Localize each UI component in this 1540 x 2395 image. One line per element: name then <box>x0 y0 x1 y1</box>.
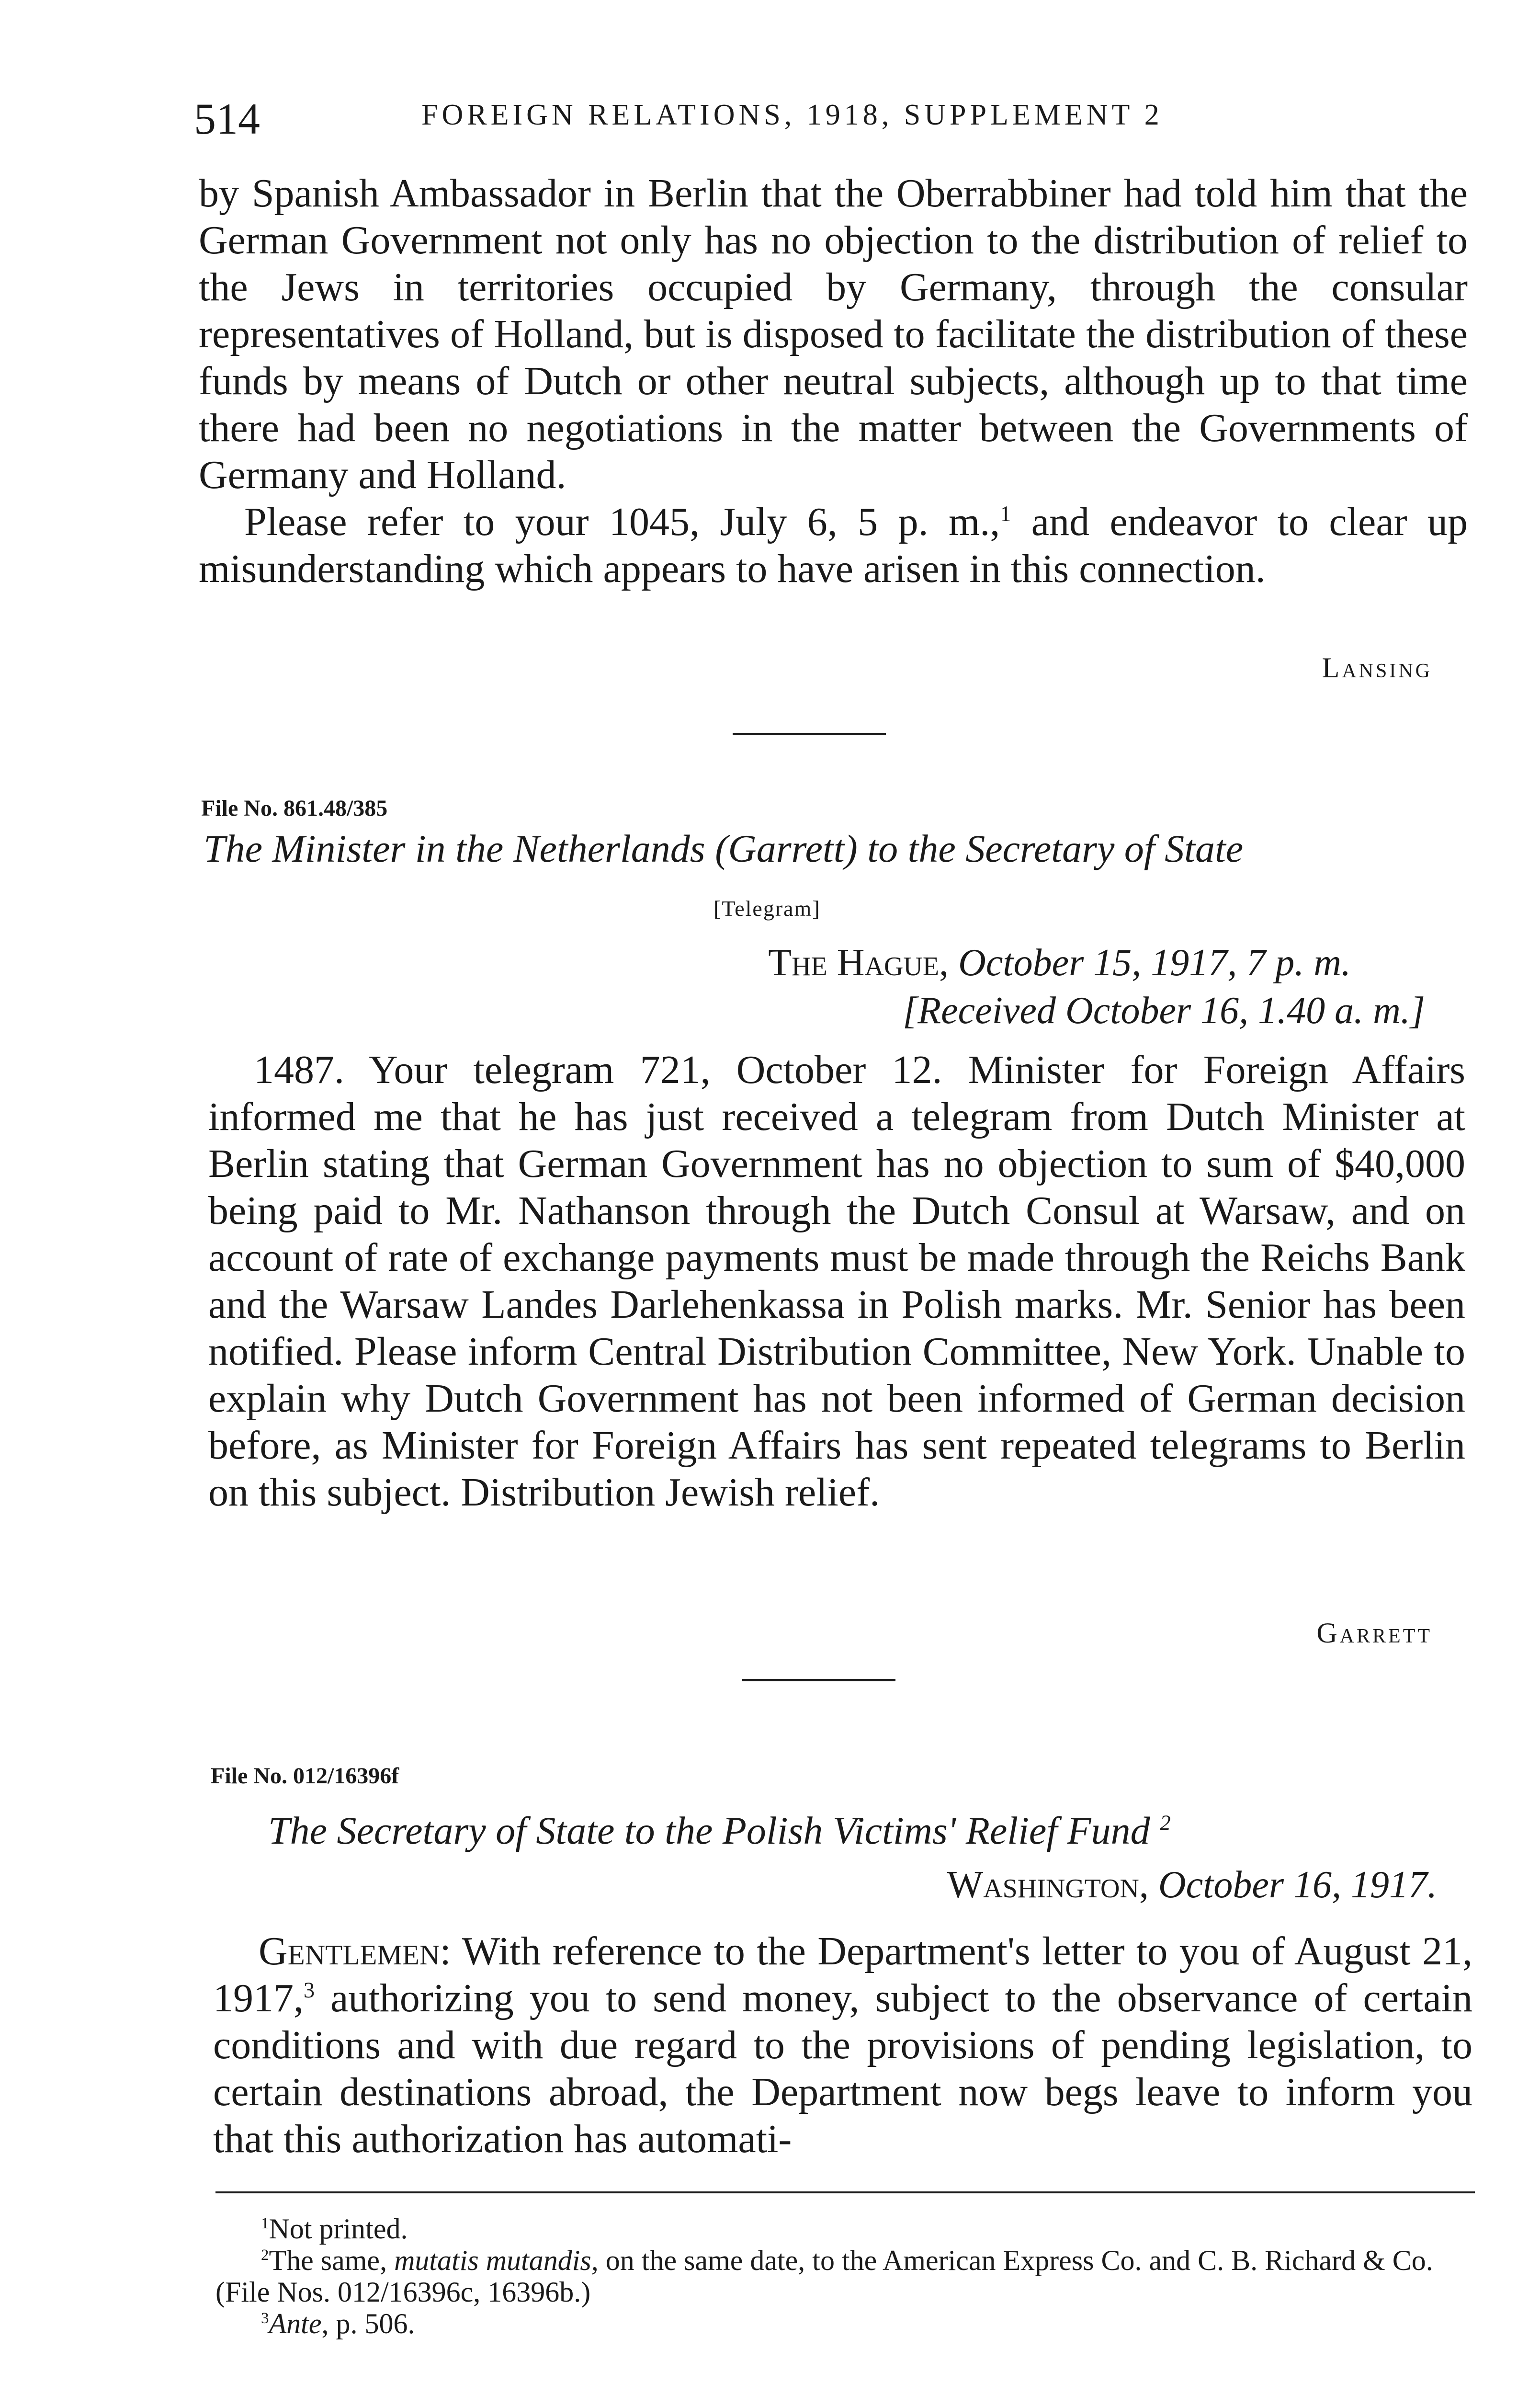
footnote-ref-2: 2 <box>1160 1811 1171 1835</box>
doc2-received: [Received October 16, 1.40 a. m.] <box>903 990 1425 1032</box>
footnote-1-mark: 1 <box>261 2215 269 2232</box>
footnote-1 <box>215 2213 1475 2245</box>
doc1-signature: Lansing <box>1322 652 1432 684</box>
doc1-body <box>199 170 1468 593</box>
footnote-2-text-a: The same, <box>269 2245 395 2276</box>
doc3-body-text-b: authorizing you to send money, subject to the observance of certain conditions and with due regard to the provisions of pending legislation, to certain destinations abroad, the Department now begs leave to inform you that this authorization has automati- <box>213 1976 1472 2161</box>
doc1-paragraph-1: by Spanish Ambassador in Berlin that the Oberrabbiner had told him that the German Government not only has no objection to the distribution of relief to the Jews in territories occupied by Germany, through the consular representatives of Holland, but is disposed to facilitate the distribution of these funds by means of Dutch or other neutral subjects, although up to that time there had been no negotiations in the matter between the Governments of Germany and Holland. <box>199 171 1468 497</box>
doc2-telegram-tag: [Telegram] <box>713 896 821 921</box>
footnotes <box>215 2213 1475 2339</box>
doc2-place: The Hague, <box>768 942 949 984</box>
doc2-signature: Garrett <box>1316 1617 1432 1649</box>
page-number: 514 <box>194 94 260 143</box>
doc2-dateline <box>768 941 1351 985</box>
doc2-file-number: File No. 861.48/385 <box>201 796 388 821</box>
doc2-heading-name: Garrett <box>728 827 845 870</box>
doc3-heading <box>268 1808 1171 1853</box>
section-divider-1 <box>733 733 886 735</box>
doc2-date: October 15, 1917, 7 p. m. <box>958 942 1351 984</box>
footnote-3-text: , p. 506. <box>321 2308 415 2339</box>
section-divider-2 <box>742 1679 895 1681</box>
doc2-heading-text-b: ) to the Secretary of State <box>844 827 1244 870</box>
footnote-2-text-b: , on the same date, to the American Express Co. and C. B. Richard & Co. (File Nos. 012/16396c, 16396b.) <box>215 2245 1433 2308</box>
doc2-heading <box>204 826 1243 871</box>
doc1-paragraph-2 <box>199 499 1468 593</box>
footnote-3-mark: 3 <box>261 2310 269 2327</box>
footnote-rule <box>215 2191 1475 2193</box>
footnote-1-text: Not printed. <box>269 2213 408 2245</box>
doc2-heading-text-a: The Minister in the Netherlands ( <box>204 827 728 870</box>
footnote-3-italic: Ante <box>269 2308 322 2339</box>
doc1-paragraph-2-text-b: and endeavor to clear up misunderstanding which appears to have arisen in this connection. <box>199 500 1468 591</box>
doc3-place: Washington, <box>947 1864 1149 1906</box>
footnote-ref-3: 3 <box>304 1978 315 2002</box>
doc3-paragraph <box>213 1928 1472 2163</box>
doc3-file-number: File No. 012/16396f <box>211 1763 399 1789</box>
footnote-2 <box>215 2245 1475 2308</box>
doc3-dateline <box>947 1863 1437 1907</box>
footnote-2-mark: 2 <box>261 2247 269 2264</box>
doc3-salutation: Gentlemen <box>259 1929 440 1973</box>
footnote-2-italic: mutatis mutandis <box>394 2245 591 2276</box>
doc1-paragraph-2-text-a: Please refer to your 1045, July 6, 5 p. m., <box>244 500 1000 544</box>
footnote-ref-1: 1 <box>1000 502 1011 526</box>
doc3-heading-text: The Secretary of State to the Polish Victims' Relief Fund <box>268 1809 1150 1852</box>
doc3-date: October 16, 1917. <box>1158 1864 1437 1906</box>
footnote-3 <box>215 2308 1475 2339</box>
doc2-body <box>208 1047 1465 1516</box>
doc3-body-text-a: : With reference to the Department's letter to you of August 21, 1917, <box>213 1929 1472 2020</box>
doc3-body <box>213 1928 1472 2163</box>
running-title: FOREIGN RELATIONS, 1918, SUPPLEMENT 2 <box>421 99 1163 131</box>
doc2-paragraph: 1487. Your telegram 721, October 12. Minister for Foreign Affairs informed me that he has just received a telegram from Dutch Minister at Berlin stating that German Government has no objection to sum of $40,000 being paid to Mr. Nathanson through the Dutch Consul at Warsaw, and on account of rate of exchange payments must be made through the Reichs Bank and the Warsaw Landes Darlehenkassa in Polish marks. Mr. Senior has been notified. Please inform Central Distribution Committee, New York. Unable to explain why Dutch Government has not been informed of German decision before, as Minister for Foreign Affairs has sent repeated telegrams to Berlin on this subject. Distribution Jewish relief. <box>208 1048 1465 1515</box>
